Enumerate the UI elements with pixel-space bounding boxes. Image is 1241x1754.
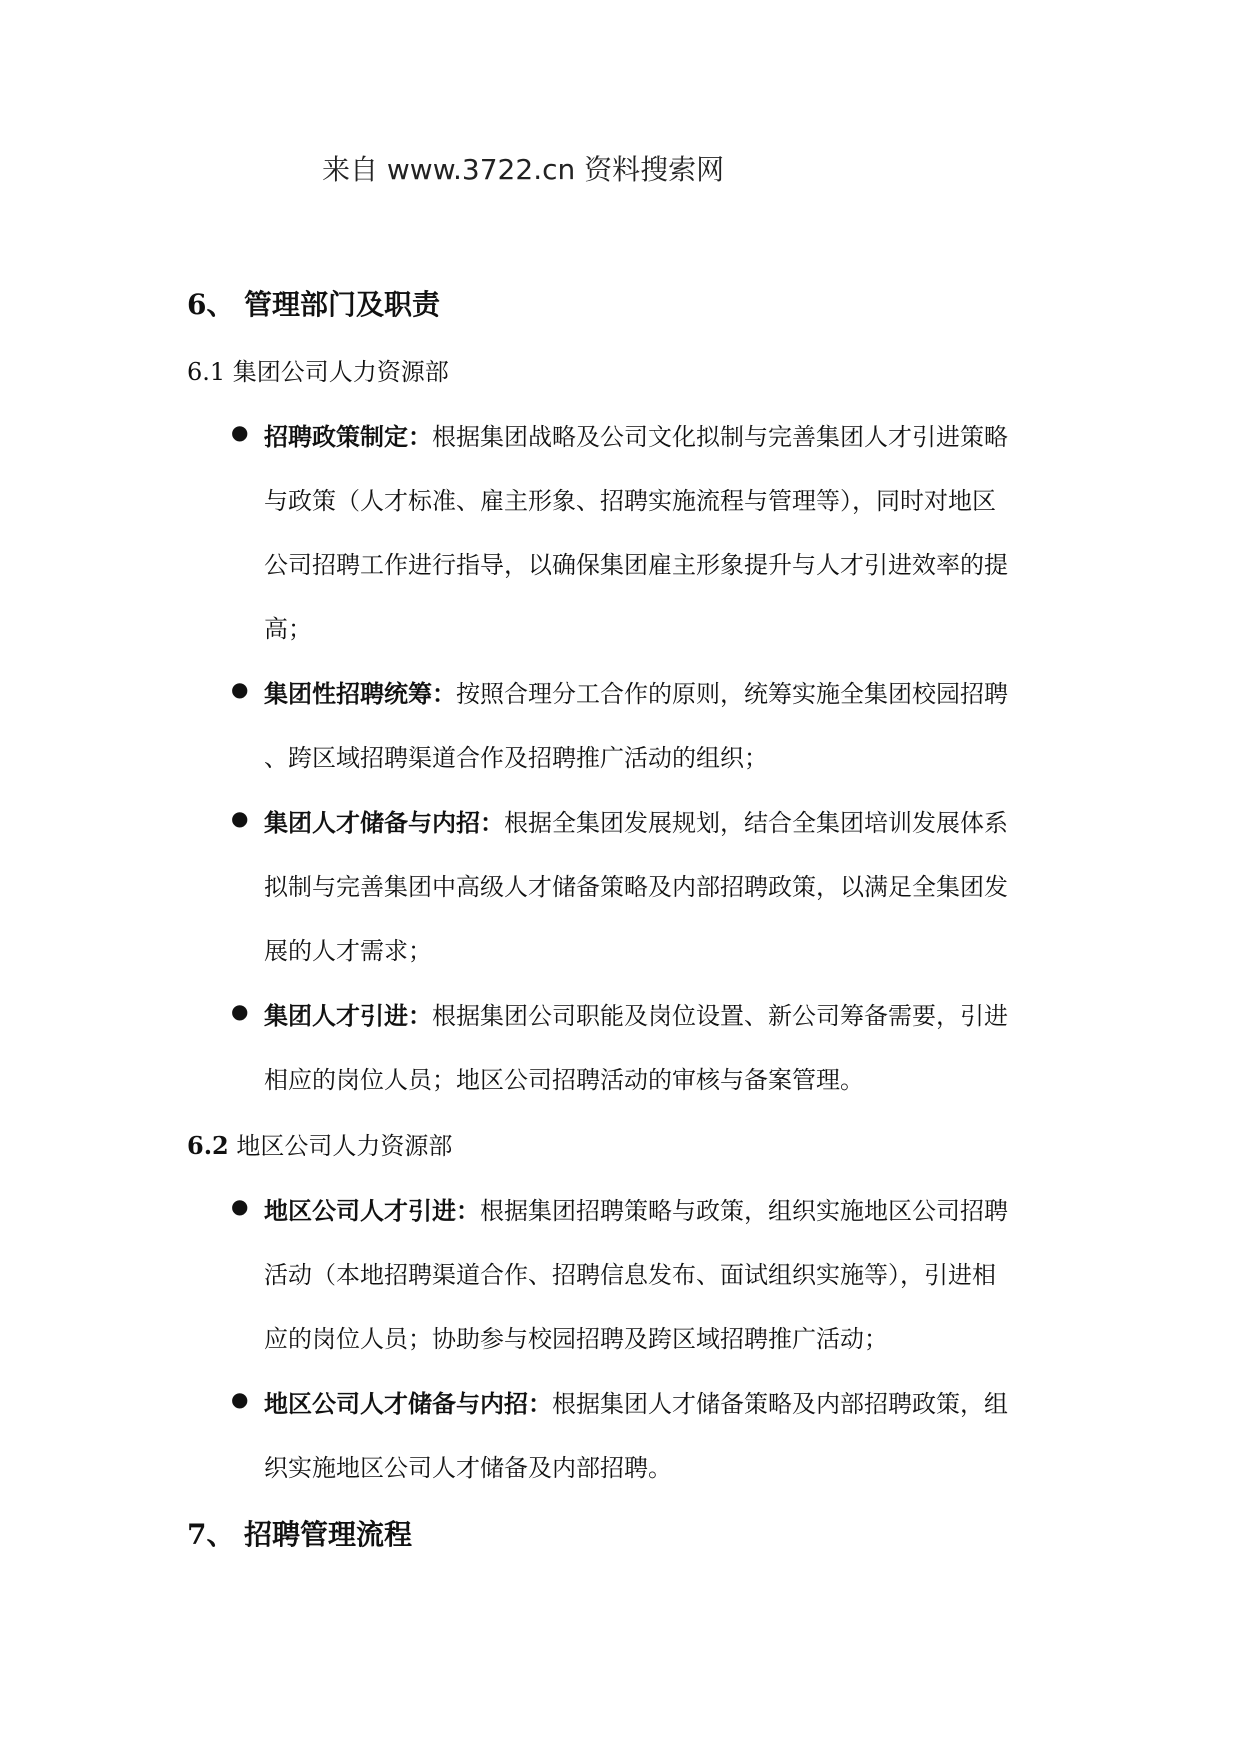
- bullet-continuation: 活动（本地招聘渠道合作、招聘信息发布、面试组织实施等），引进相: [264, 1261, 996, 1289]
- subsection-6-2-heading: [187, 1126, 452, 1161]
- bullet-dot-icon: ●: [231, 420, 249, 444]
- bullet-dot-icon: ●: [231, 1387, 249, 1411]
- bullet-lead: 招聘政策制定：: [264, 422, 432, 451]
- bullet-item-talent-introduction: [231, 996, 1008, 1031]
- bullet-dot-icon: ●: [231, 1194, 249, 1218]
- bullet-lead: 集团性招聘统筹：: [264, 679, 456, 708]
- subsection-6-2-title: 地区公司人力资源部: [228, 1132, 453, 1160]
- bullet-item-regional-reserve: [231, 1384, 1008, 1419]
- bullet-item-recruitment-policy: [231, 417, 1008, 452]
- bullet-text: 按照合理分工合作的原则，统筹实施全集团校园招聘: [456, 680, 1008, 708]
- bullet-continuation: 织实施地区公司人才储备及内部招聘。: [264, 1454, 672, 1482]
- bullet-text: 根据集团招聘策略与政策，组织实施地区公司招聘: [480, 1197, 1008, 1225]
- section-7-number: 7、: [187, 1518, 235, 1551]
- bullet-lead: 集团人才引进：: [264, 1001, 432, 1030]
- bullet-lead: 地区公司人才引进：: [264, 1196, 480, 1225]
- section-6-heading: [187, 283, 440, 323]
- bullet-lead: 地区公司人才储备与内招：: [264, 1389, 552, 1418]
- bullet-text: 根据全集团发展规划，结合全集团培训发展体系: [504, 809, 1008, 837]
- bullet-continuation: 相应的岗位人员；地区公司招聘活动的审核与备案管理。: [264, 1066, 864, 1094]
- bullet-continuation: 拟制与完善集团中高级人才储备策略及内部招聘政策，以满足全集团发: [264, 873, 1008, 901]
- section-7-title: 招聘管理流程: [244, 1518, 413, 1551]
- bullet-dot-icon: ●: [231, 677, 249, 701]
- section-6-number: 6、: [187, 288, 235, 321]
- bullet-item-talent-reserve: [231, 803, 1008, 838]
- bullet-lead: 集团人才储备与内招：: [264, 808, 504, 837]
- bullet-continuation: 公司招聘工作进行指导，以确保集团雇主形象提升与人才引进效率的提: [264, 551, 1008, 579]
- section-6-title: 管理部门及职责: [244, 288, 441, 321]
- bullet-text: 根据集团人才储备策略及内部招聘政策，组: [552, 1390, 1008, 1418]
- bullet-text: 根据集团战略及公司文化拟制与完善集团人才引进策略: [432, 423, 1008, 451]
- watermark-text: 来自 www.3722.cn 资料搜索网: [322, 153, 725, 186]
- bullet-continuation: 高；: [264, 615, 312, 643]
- bullet-continuation: 展的人才需求；: [264, 937, 432, 965]
- bullet-item-group-recruitment: [231, 674, 1008, 709]
- bullet-dot-icon: ●: [231, 999, 249, 1023]
- bullet-dot-icon: ●: [231, 806, 249, 830]
- bullet-continuation: 、跨区域招聘渠道合作及招聘推广活动的组织；: [264, 744, 768, 772]
- bullet-item-regional-introduction: [231, 1191, 1008, 1226]
- bullet-continuation: 与政策（人才标准、雇主形象、招聘实施流程与管理等），同时对地区: [264, 487, 996, 515]
- section-7-heading: [187, 1513, 412, 1553]
- subsection-6-1-heading: 6.1 集团公司人力资源部: [187, 358, 449, 386]
- bullet-continuation: 应的岗位人员；协助参与校园招聘及跨区域招聘推广活动；: [264, 1325, 888, 1353]
- subsection-6-2-number: 6.2: [187, 1131, 229, 1160]
- bullet-text: 根据集团公司职能及岗位设置、新公司筹备需要，引进: [432, 1002, 1008, 1030]
